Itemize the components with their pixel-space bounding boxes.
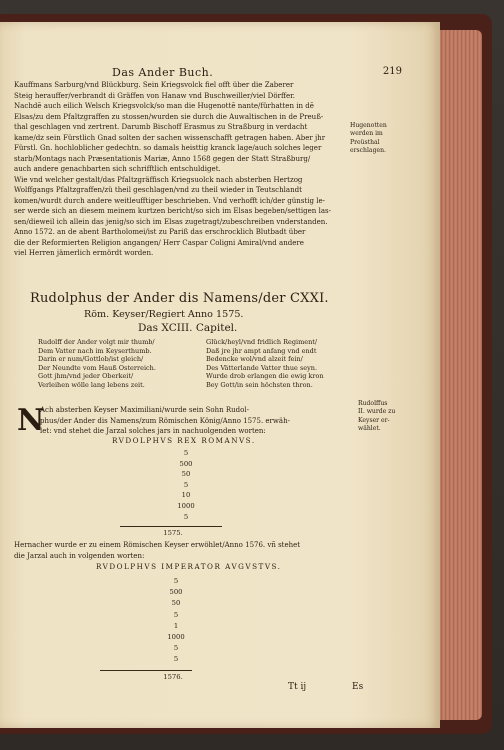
text-line: die der Reformierten Religion angangen/ Herr Caspar Coligni Amiral/vnd andere [14, 237, 304, 247]
text-line: sen/dieweil ich allein das jenig/so sich im Elsas zugetragt/zubeschreiben vnderstanden. [14, 216, 328, 226]
verse-line: Daß jre jhr ampt anfang vnd endt [206, 346, 317, 355]
text-line: Wie vnd welcher gestalt/das Pfaltzgräffisch Kriegsuolck nach absterben Hertzog [14, 174, 303, 184]
chronogram-value: 500 [179, 459, 193, 468]
book-page [0, 22, 440, 728]
heading-subtitle: Röm. Keyser/Regiert Anno 1575. [84, 309, 244, 320]
margin-note-line: Preüsthal [350, 138, 380, 146]
verse-left [38, 338, 156, 389]
verse-line: Darin er num/Gottlob/ist gleich/ [38, 355, 144, 363]
margin-note-line: II. wurde zu [358, 408, 396, 416]
verse-line: Dem Vatter nach im Keyserthumb. [38, 346, 152, 355]
verse-line: Der Neundte vom Hauß Osterreich. [38, 363, 156, 372]
paragraph-2 [40, 405, 346, 437]
text-line: viel Herren jämerlich ermördt worden. [14, 248, 154, 257]
text-line: thal geschlagen vnd zertrent. Darumb Bischoff Erasmus zu Straßburg in verdacht [14, 122, 308, 131]
text-line: Hernacher wurde er zu einem Römischen Keyser erwöhlet/Anno 1576. vñ stehet [14, 541, 301, 549]
text-line: Anno 1572. an de abent Bartholomei/ist zu Pariß das erschrocklich Blutbadt über [14, 227, 306, 236]
margin-note-line: wählet. [358, 425, 381, 433]
text-line: die Jarzal auch in volgenden worten: [14, 551, 145, 560]
verse-line: Des Vätterlande Vatter thue seyn. [206, 363, 318, 372]
margin-note-line: Rudolffus [358, 400, 388, 407]
verse-line: Bedencke wol/vnd alzeit fein/ [206, 355, 303, 363]
chronogram-1-rule [120, 526, 222, 527]
margin-note-rudolffus [358, 400, 413, 434]
chronogram-value: 50 [181, 470, 191, 479]
chapter-number: Das XCIII. Capitel. [138, 322, 238, 334]
verse-line: Glück/heyl/vnd fridlich Regiment/ [206, 338, 318, 346]
chronogram-value: 5 [183, 480, 189, 489]
drop-cap: N [17, 403, 45, 438]
paragraph-1 [14, 80, 346, 259]
chronogram-value: 10 [181, 491, 191, 500]
text-line: Fürstl. Gn. hochloblicher gedechtn. so damals heisttig kranck lage/auch solches leger [14, 143, 322, 152]
chronogram-1-label: RVDOLPHVS REX ROMANVS. [112, 436, 256, 445]
text-line: auch andere genachbarten sich schrifftlich entschuldiget. [14, 164, 221, 173]
text-line: kame/dz sein Fürstlich Gnad solten der sachen wissenschafft getragen haben. Aber jhr [14, 132, 326, 142]
chronogram-value: 5 [173, 610, 179, 619]
chronogram-value: 5 [173, 644, 179, 653]
chronogram-2-sum: 1576. [163, 673, 183, 681]
signature-mark: Tt ij [288, 682, 307, 692]
text-line: Nachdē auch eilich Welsch Kriegsvolck/so man die Hugenottē nante/fürhatten in dē [14, 101, 314, 110]
chronogram-value: 50 [171, 599, 181, 608]
text-line: Kauffmans Sarburg/vnd Blückburg. Sein Kriegsvolck fiel offt über die Zaberer [14, 80, 294, 89]
text-line: Elsas/zu dem Pfaltzgraffen zu stossen/wurden sie durch die Auwaltischen in de Preuß- [14, 111, 324, 121]
chronogram-value: 1000 [167, 633, 185, 641]
margin-note-hugenotten [350, 122, 405, 156]
verse-line: Wurde drob erlangen die ewig kron [206, 372, 324, 380]
verse-line: Gott jhm/vnd jeder Oberkeit/ [38, 372, 134, 380]
chronogram-2-label: RVDOLPHVS IMPERATOR AVGVSTVS. [96, 562, 282, 571]
margin-note-line: werden im [350, 130, 383, 138]
margin-note-line: erschlagen. [350, 147, 386, 155]
chronogram-2-rule [100, 670, 192, 671]
chronogram-value: 500 [169, 588, 183, 597]
text-line: let: vnd stehet die Jarzal solches jars in nachuolgenden worten: [40, 427, 266, 435]
running-title: Das Ander Buch. [112, 66, 214, 79]
margin-note-line: Hugenotten [350, 122, 387, 129]
chronogram-value: 1 [173, 621, 179, 630]
chronogram-value: 5 [173, 655, 179, 664]
verse-line: Rudolff der Ander volgt mir thumb/ [38, 338, 155, 346]
text-line: Wolffgangs Pfaltzgraffen/zü theil geschlagen/vnd zu theil wieder in Teutschlandt [14, 185, 302, 194]
verse-line: Bey Gott/in sein höchsten thron. [206, 380, 313, 389]
chronogram-value: 5 [173, 577, 179, 585]
verse-right [206, 338, 324, 389]
chronogram-value: 5 [183, 449, 189, 457]
text-line: ser werde sich an diesem meinem kurtzen bericht/so sich im Elsas begeben/settigen las- [14, 206, 332, 215]
page-number: 219 [382, 66, 402, 77]
chapter-heading [30, 291, 390, 334]
chronogram-value: 1000 [177, 502, 195, 510]
text-line: Steig herauffer/verbrandt di Gräffen von Hanaw vnd Buschweiller/viel Dörffer. [14, 90, 295, 100]
margin-note-line: Keyser er- [358, 416, 390, 424]
heading-title: Rudolphus der Ander dis Namens/der CXXI. [30, 291, 329, 306]
paragraph-3 [14, 540, 346, 561]
text-line: starb/Montags nach Præsentationis Mariæ, Anno 1568 gegen der Statt Straßburg/ [14, 153, 311, 163]
text-line: komen/wurdt durch andere weitleufftiger beschrieben. Vnd verhofft ich/der günstig le- [14, 195, 326, 205]
text-line: Ach absterben Keyser Maximiliani/wurde sein Sohn Rudol- [40, 406, 249, 414]
verse-line: Verleihen wölle lang lebens zeit. [38, 380, 145, 389]
catchword: Es [352, 682, 364, 692]
chronogram-1-sum: 1575. [163, 529, 183, 537]
text-line: phus/der Ander dis Namens/zum Römischen König/Anno 1575. erwäh- [40, 416, 290, 425]
chronogram-value: 5 [183, 512, 189, 521]
